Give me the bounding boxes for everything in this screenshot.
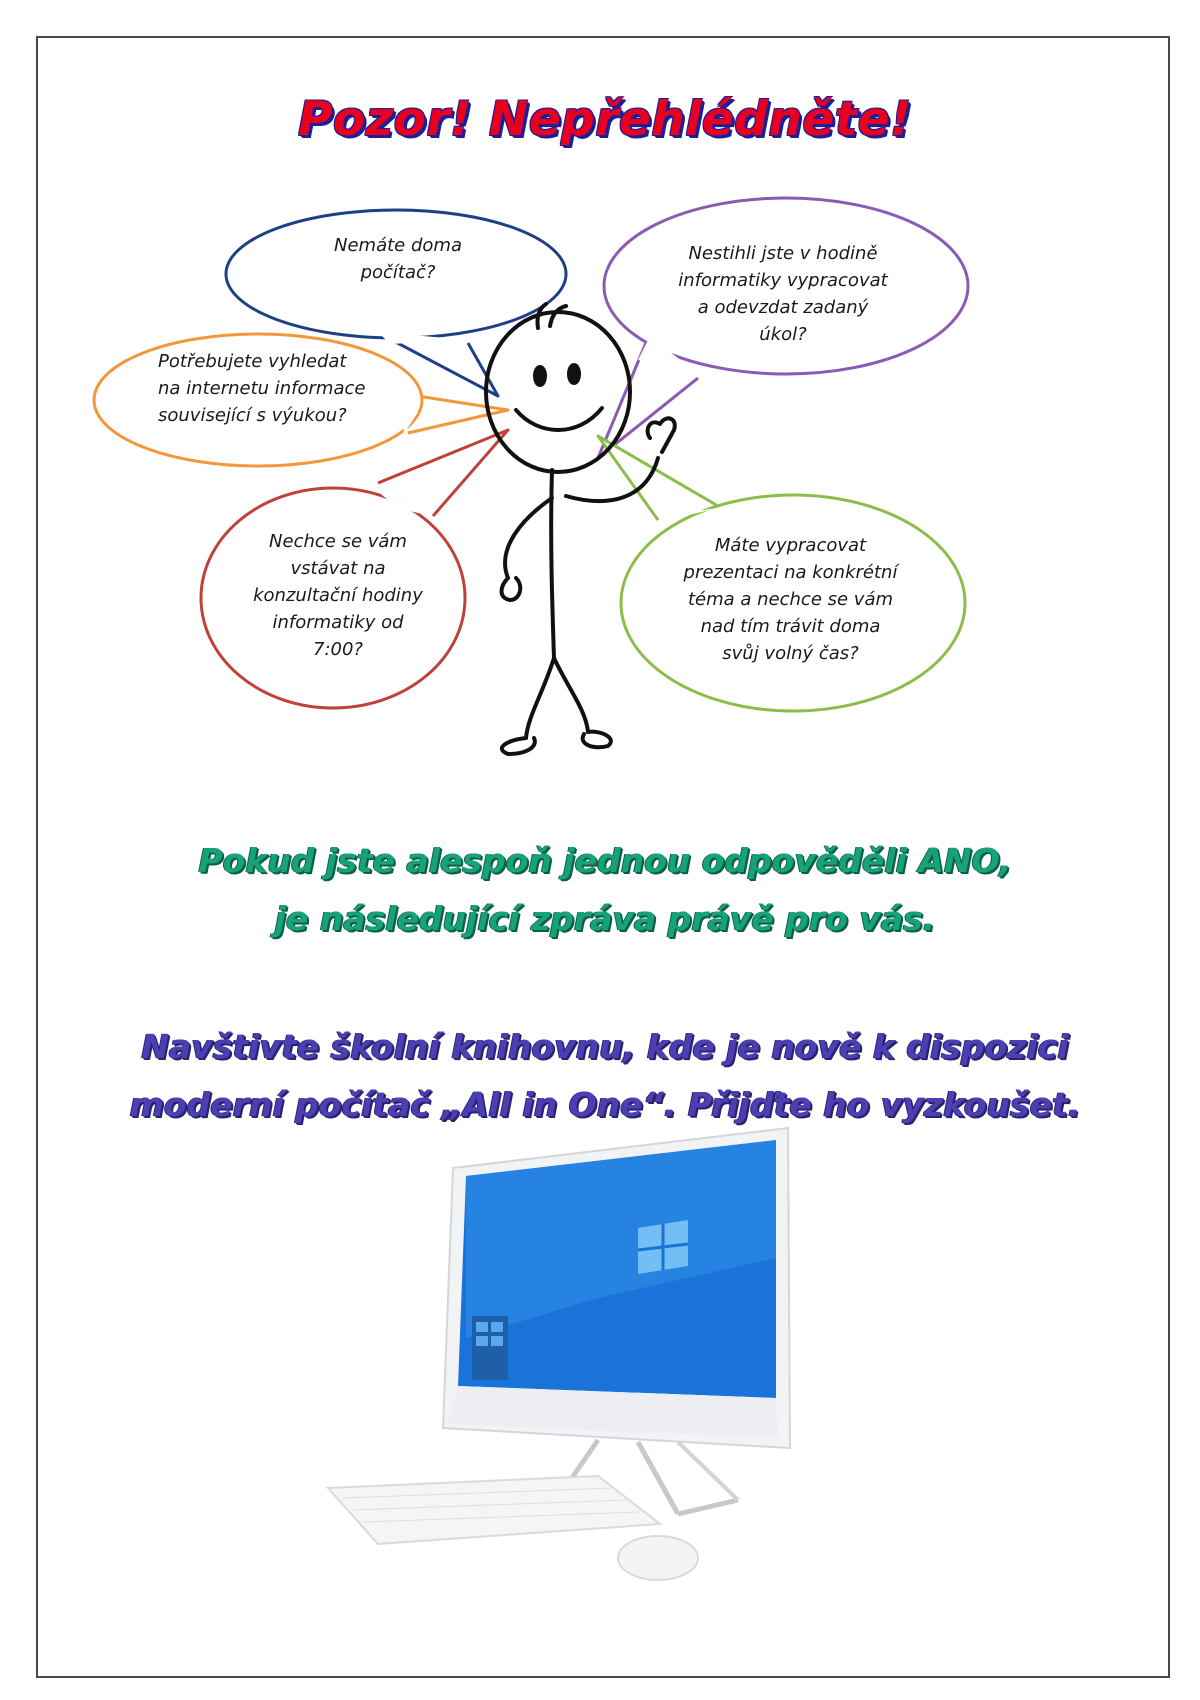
message-line: Navštivte školní knihovnu, kde je nově k dispozici	[141, 1027, 1069, 1066]
bubble-line: prezentaci na konkrétní	[683, 562, 898, 583]
bubble-bottom-right-text	[653, 532, 928, 667]
bubble-line: úkol?	[759, 324, 807, 345]
bubble-bottom-left-text	[233, 528, 443, 663]
bubble-top-right-text	[653, 240, 913, 348]
poster-title: Pozor! Nepřehlédněte!	[298, 92, 912, 147]
bubble-line: počítač?	[360, 262, 436, 283]
all-in-one-computer-illustration	[328, 1128, 790, 1580]
bubble-line: Nemáte doma	[334, 235, 462, 256]
bubble-line: téma a nechce se vám	[687, 589, 894, 610]
bubble-line: související s výukou?	[158, 405, 347, 426]
bubble-line: informatiky vypracovat	[678, 270, 888, 291]
bubble-line: informatiky od	[272, 612, 404, 633]
bubble-line: a odevzdat zadaný	[697, 297, 869, 318]
bubble-line: na internetu informace	[158, 378, 366, 399]
bubble-line: Potřebujete vyhledat	[158, 351, 347, 372]
bubble-line: 7:00?	[313, 639, 363, 660]
message-line: je následující zpráva právě pro vás.	[274, 899, 936, 938]
bubble-line: konzultační hodiny	[253, 585, 423, 606]
library-computer-message	[38, 1018, 1172, 1134]
message-line: moderní počítač „All in One“. Přijďte ho vyzkoušet.	[129, 1085, 1081, 1124]
bubble-line: Máte vypracovat	[714, 535, 867, 556]
answer-yes-message	[38, 832, 1172, 948]
bubble-top-text	[278, 232, 518, 286]
bubble-line: svůj volný čas?	[722, 643, 859, 664]
bubble-line: vstávat na	[290, 558, 386, 579]
bubble-left-text	[158, 348, 398, 429]
message-line: Pokud jste alespoň jednou odpověděli ANO,	[198, 841, 1012, 880]
bubble-line: Nechce se vám	[269, 531, 407, 552]
bubble-line: Nestihli jste v hodině	[688, 243, 878, 264]
poster-page	[36, 36, 1170, 1678]
bubble-line: nad tím trávit doma	[700, 616, 881, 637]
